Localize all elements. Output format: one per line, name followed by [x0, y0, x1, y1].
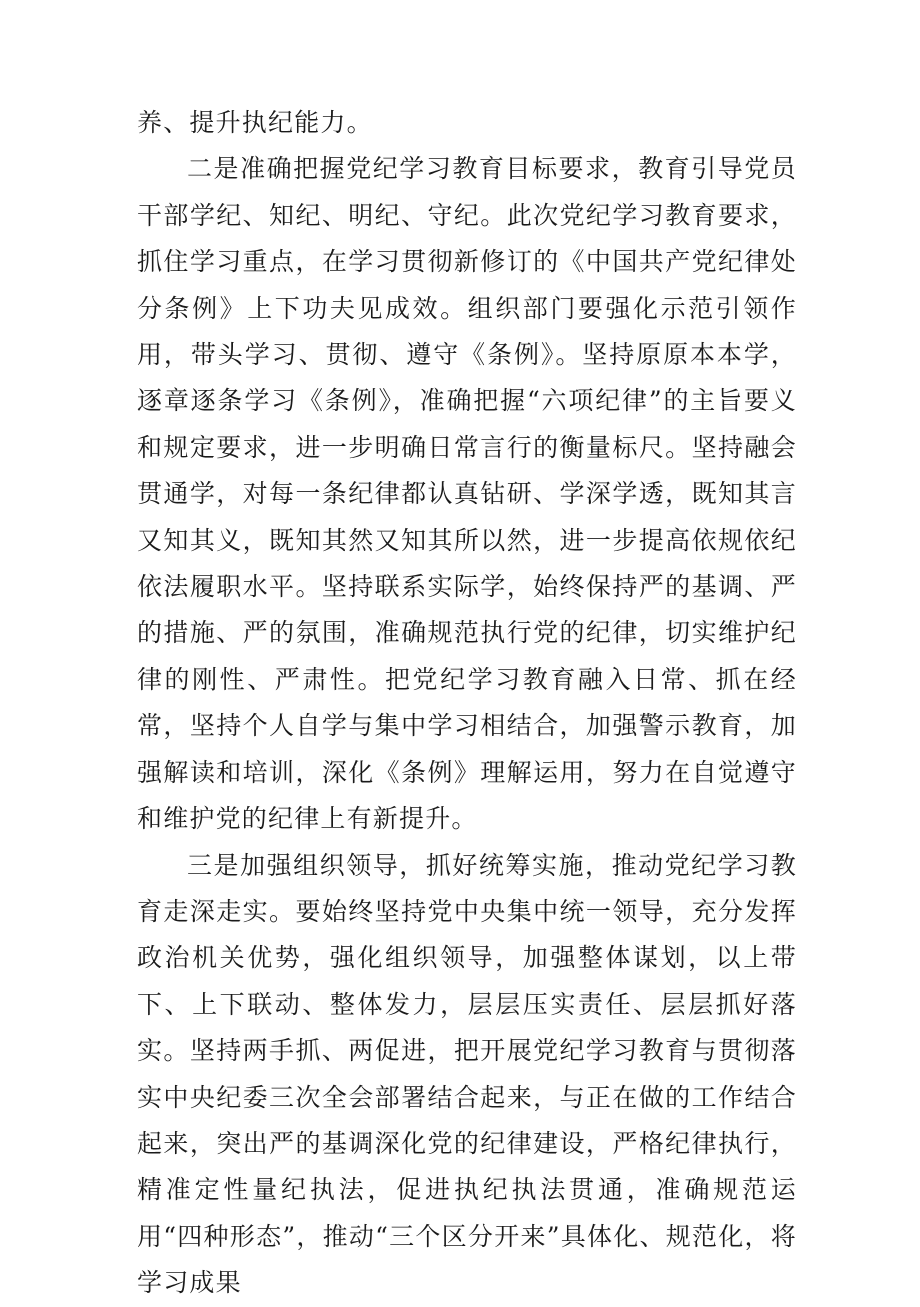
paragraph-three: 三是加强组织领导，抓好统筹实施，推动党纪学习教育走深走实。要始终坚持党中央集中统一领导，充分发挥政治机关优势，强化组织领导，加强整体谋划，以上带下、上下联动、整体发力，层层压实责任、层层抓好落实。坚持两手抓、两促进，把开展党纪学习教育与贯彻落实中央纪委三次全会部署结合起来，与正在做的工作结合起来，突出严的基调深化党的纪律建设，严格纪律执行，精准定性量纪执法，促进执纪执法贯通，准确规范运用“四种形态”，推动“三个区分开来”具体化、规范化，将学习成果: [137, 850, 797, 1298]
paragraph-continued: 养、提升执纪能力。: [137, 108, 373, 137]
paragraph-two: 二是准确把握党纪学习教育目标要求，教育引导党员干部学纪、知纪、明纪、守纪。此次党纪学习教育要求，抓住学习重点，在学习贯彻新修订的《中国共产党纪律处分条例》上下功夫见成效。组织部门要强化示范引领作用，带头学习、贯彻、遵守《条例》。坚持原原本本学，逐章逐条学习《条例》，准确把握“六项纪律”的主旨要义和规定要求，进一步明确日常言行的衡量标尺。坚持融会贯通学，对每一条纪律都认真钻研、学深学透，既知其言又知其义，既知其然又知其所以然，进一步提高依规依纪依法履职水平。坚持联系实际学，始终保持严的基调、严的措施、严的氛围，准确规范执行党的纪律，切实维护纪律的刚性、严肃性。把党纪学习教育融入日常、抓在经常，坚持个人自学与集中学习相结合，加强警示教育，加强解读和培训，深化《条例》理解运用，努力在自觉遵守和维护党的纪律上有新提升。: [137, 154, 797, 834]
document-body: [137, 100, 797, 1307]
